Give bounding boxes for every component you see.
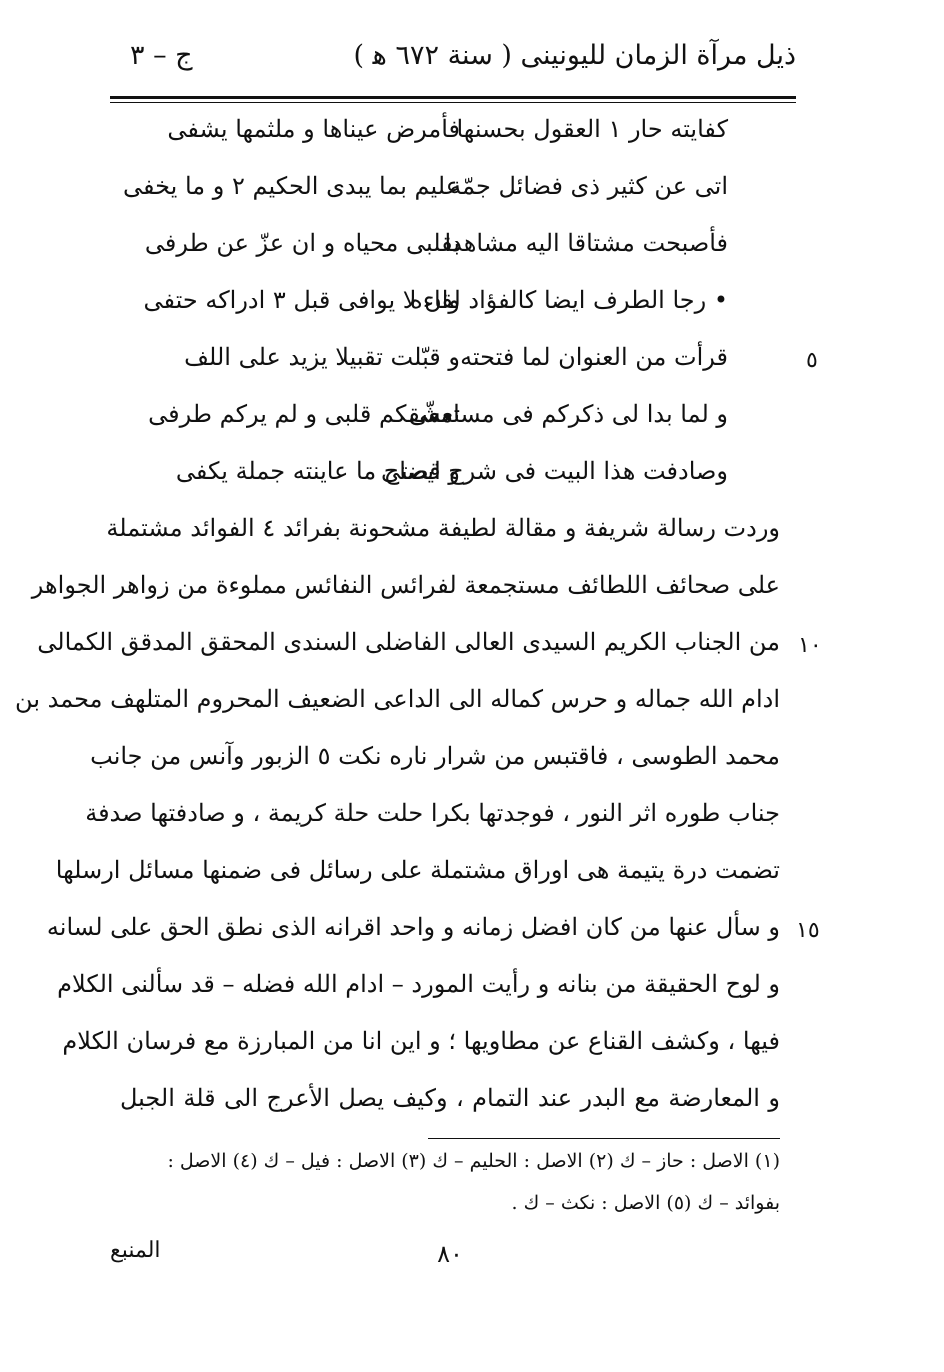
verse-second-hemistich: و قبّلت تقبيلا يزيد على اللف [184, 343, 460, 371]
footnote-line: بفوائد – ك (٥) الاصل : نكث – ك . [511, 1192, 780, 1214]
verse-first-hemistich: و لما بدا لى ذكركم فى مسامعى [408, 400, 728, 428]
verse-second-hemistich: وان لا يوافى قبل ٣ ادراكه حتفى [143, 286, 460, 314]
verse-second-hemistich: و ايضاح ما عاينته جملة يكفى [175, 457, 460, 485]
volume-label: ج – ٣ [130, 40, 193, 71]
running-title: ذيل مرآة الزمان لليونينى ( سنة ٦٧٢ ﻫ ) [353, 40, 796, 71]
verse-first-hemistich: كفايته حار ١ العقول بحسنها [456, 115, 728, 143]
verse-line [123, 172, 770, 212]
verse-line [167, 115, 770, 155]
verse-second-hemistich: فأمرض عيناها و ملثمها يشفى [167, 115, 460, 143]
verse-first-hemistich: • رجا الطرف ايضا كالفؤاد لقاءه [410, 286, 728, 314]
verse-line [170, 457, 770, 497]
footnote-rule [428, 1138, 780, 1139]
running-header [110, 40, 796, 90]
verse-first-hemistich: فأصبحت مشتاقا اليه مشاهدا [444, 229, 728, 257]
footnote-line: (١) الاصل : حاز – ك (٢) الاصل : الحليم – ك (٣) الاصل : فيل – ك (٤) الاصل : [167, 1150, 780, 1172]
prose-line: فيها ، وكشف القناع عن مطاويها ؛ و اين انا من المبارزة مع فرسان الكلام [62, 1027, 780, 1055]
verse-second-hemistich: تعشّقكم قلبى و لم يركم طرفى [148, 400, 460, 428]
prose-line: جناب طوره اثر النور ، فوجدتها بكرا حلت حلة كريمة ، و صادفتها صدفة [85, 799, 780, 827]
verse-line [170, 343, 770, 383]
prose-line: وردت رسالة شريفة و مقالة لطيفة مشحونة بفرائد ٤ الفوائد مشتملة [106, 514, 780, 542]
prose-line: محمد الطوسى ، فاقتبس من شرار ناره نكت ٥ الزبور وآنس من جانب [90, 742, 780, 770]
verse-line [144, 229, 770, 269]
prose-line: و المعارضة مع البدر عند التمام ، وكيف يصل الأعرج الى قلة الجبل [120, 1084, 780, 1112]
page-number: ٨٠ [437, 1240, 463, 1268]
prose-line: من الجناب الكريم السيدى العالى الفاضلى السندى المحقق المدقق الكمالى [37, 628, 780, 656]
header-rule-thin [110, 102, 796, 103]
line-number-10: ١٠ [798, 633, 822, 658]
line-number-5: ٥ [806, 348, 818, 373]
header-rule-thick [110, 96, 796, 99]
verse-line [143, 286, 770, 326]
verse-line [148, 400, 770, 440]
verse-first-hemistich: وصادفت هذا البيت فى شرح قصتى [381, 457, 728, 485]
prose-line: ادام الله جماله و حرس كماله الى الداعى الضعيف المحروم المتلهف محمد بن [15, 685, 780, 713]
verse-first-hemistich: قرأت من العنوان لما فتحته [460, 343, 728, 371]
prose-line: و لوح الحقيقة من بنانه و رأيت المورد – ادام الله فضله – قد سألنى الكلام [57, 970, 780, 998]
line-number-15: ١٥ [796, 918, 820, 943]
verse-first-hemistich: اتى عن كثير ذى فضائل جمّة [449, 172, 728, 200]
prose-line: و سأل عنها من كان افضل زمانه و واحد اقرانه الذى نطق الحق على لسانه [46, 913, 780, 941]
signature-mark: المنبع [110, 1238, 161, 1263]
prose-line: تضمت درة يتيمة هى اوراق مشتملة على رسائل فى ضمنها مسائل ارسلها [55, 856, 780, 884]
prose-line: على صحائف اللطائف مستجمعة لفرائس النفائس مملوءة من زواهر الجواهر [31, 571, 780, 599]
verse-second-hemistich: عليم بما يبدى الحكيم ٢ و ما يخفى [123, 172, 460, 200]
verse-second-hemistich: بقلبى محياه و ان عزّ عن طرفى [144, 229, 460, 257]
